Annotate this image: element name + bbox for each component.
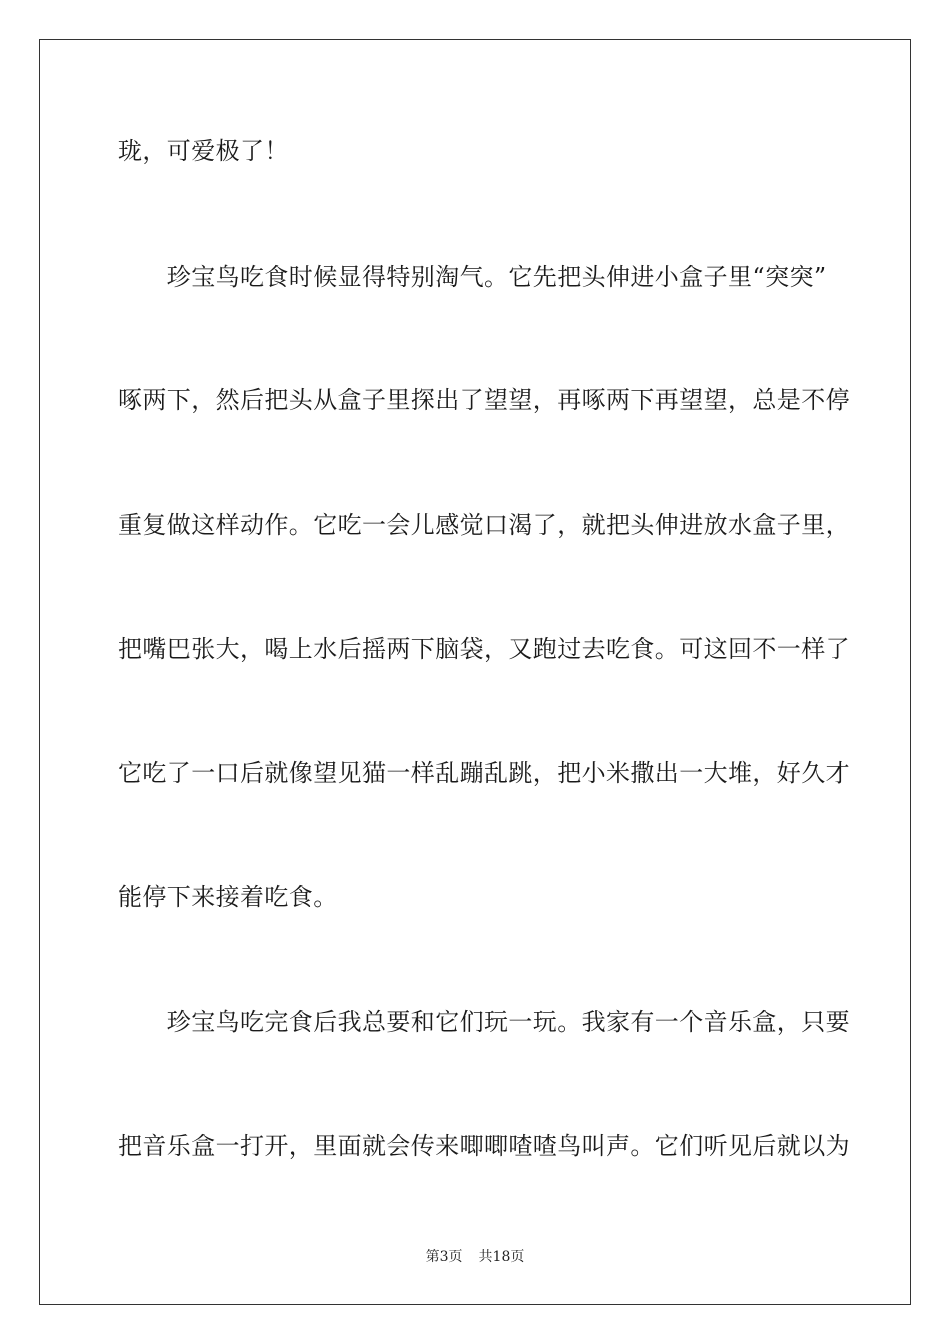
- page-total: 共18页: [478, 1249, 525, 1265]
- text-line: 它吃了一口后就像望见猫一样乱蹦乱跳，把小米撒出一大堆，好久才: [118, 759, 850, 787]
- text-line: 珍宝鸟吃完食后我总要和它们玩一玩。我家有一个音乐盒，只要: [118, 1008, 850, 1036]
- page-border: [39, 39, 911, 1305]
- text-line: 啄两下，然后把头从盒子里探出了望望，再啄两下再望望，总是不停: [118, 386, 850, 414]
- page-number: 第3页: [425, 1249, 463, 1265]
- text-line: 把嘴巴张大，喝上水后摇两下脑袋，又跑过去吃食。可这回不一样了: [118, 635, 850, 663]
- text-line: 重复做这样动作。它吃一会儿感觉口渴了，就把头伸进放水盒子里，: [118, 511, 850, 539]
- page-footer: [0, 1248, 950, 1266]
- text-line: 能停下来接着吃食。: [118, 883, 338, 911]
- text-line: 把音乐盒一打开，里面就会传来唧唧喳喳鸟叫声。它们听见后就以为: [118, 1132, 850, 1160]
- text-line: 珑，可爱极了！: [118, 137, 289, 165]
- text-line: 珍宝鸟吃食时候显得特别淘气。它先把头伸进小盒子里“突突”: [118, 263, 827, 291]
